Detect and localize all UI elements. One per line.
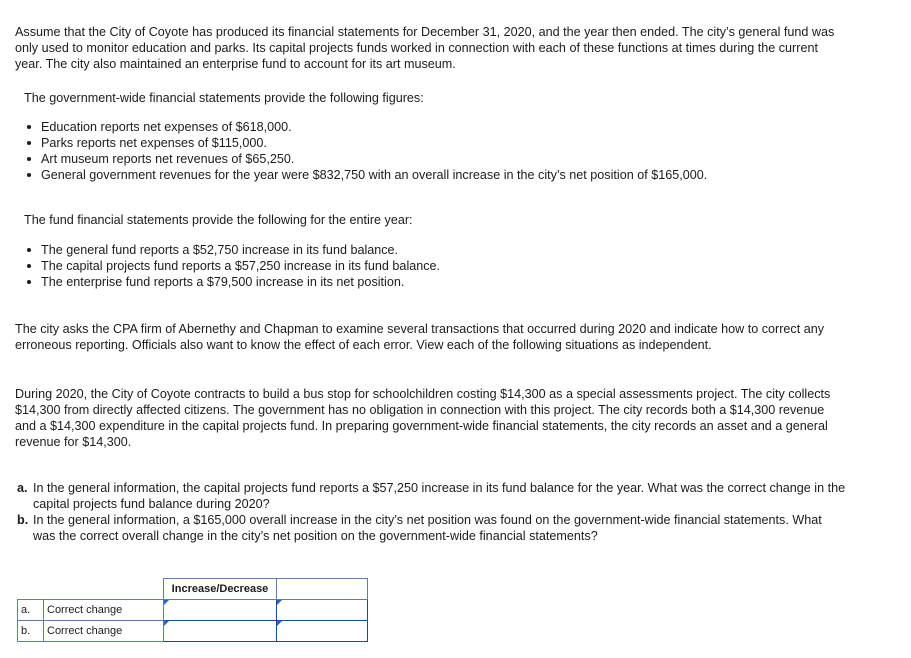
scenario-paragraph: During 2020, the City of Coyote contracts to build a bus stop for schoolchildren costing $14,300 as a special assessments project. The city collects $14,300 from directly affected citizens. The government has no obligation in connection with this project. The city records both a $14,300 revenue and a $14,300 expenditure in the capital projects fund. In preparing government-wide financial statements, the city records an asset and a general revenue for $14,300. <box>15 387 831 449</box>
answer-table-header-row <box>18 579 368 600</box>
gw-item-parks: Parks reports net expenses of $115,000. <box>24 135 707 151</box>
row-a-amount-cell <box>277 600 368 621</box>
row-a-increase-decrease-cell <box>164 600 277 621</box>
gw-item-general-revenues: General government revenues for the year were $832,750 with an overall increase in the city’s net position of $165,000. <box>24 167 707 183</box>
fund-item-general: The general fund reports a $52,750 increase in its fund balance. <box>24 242 440 258</box>
dropdown-flag-icon <box>164 621 169 626</box>
amount-header <box>277 579 368 600</box>
row-b-amount-input[interactable] <box>277 621 367 641</box>
row-b-amount-cell <box>277 621 368 642</box>
input-flag-icon <box>277 621 282 626</box>
row-b-label: b. <box>18 621 44 642</box>
question-a-text: In the general information, the capital projects fund reports a $57,250 increase in its fund balance for the year. What was the correct change in the capital projects fund balance during 2020? <box>33 481 846 511</box>
question-b-label: b. <box>17 513 29 527</box>
fund-list <box>24 242 440 290</box>
row-b-increase-decrease-input[interactable] <box>164 621 276 641</box>
answer-table <box>17 578 368 642</box>
question-list <box>17 480 847 544</box>
increase-decrease-header: Increase/Decrease <box>164 579 277 600</box>
row-a-increase-decrease-input[interactable] <box>164 600 276 620</box>
question-a <box>17 480 847 512</box>
gw-list <box>24 119 707 183</box>
input-flag-icon <box>277 600 282 605</box>
question-a-label: a. <box>17 481 28 495</box>
gw-item-museum: Art museum reports net revenues of $65,250. <box>24 151 707 167</box>
header-blank <box>44 579 164 600</box>
fund-item-enterprise: The enterprise fund reports a $79,500 increase in its net position. <box>24 274 440 290</box>
header-blank <box>18 579 44 600</box>
answer-row-a <box>18 600 368 621</box>
row-a-amount-input[interactable] <box>277 600 367 620</box>
cpa-paragraph: The city asks the CPA firm of Abernethy and Chapman to examine several transactions that occurred during 2020 and indicate how to correct any erroneous reporting. Officials also want to know the effect of each error. View each of the following situations as independent. <box>15 322 824 352</box>
intro-paragraph: Assume that the City of Coyote has produced its financial statements for December 31, 2020, and the year then ended. The city’s general fund was only used to monitor education and parks. Its capital projects funds worked in connection with each of these functions at times during the current year. The city also maintained an enterprise fund to account for its art museum. <box>15 25 835 71</box>
row-b-increase-decrease-cell <box>164 621 277 642</box>
row-a-label: a. <box>18 600 44 621</box>
question-b <box>17 512 847 544</box>
row-b-text: Correct change <box>44 621 164 642</box>
dropdown-flag-icon <box>164 600 169 605</box>
gw-heading: The government-wide financial statements provide the following figures: <box>24 91 424 105</box>
fund-heading: The fund financial statements provide the following for the entire year: <box>24 213 413 227</box>
row-a-text: Correct change <box>44 600 164 621</box>
fund-item-capital-projects: The capital projects fund reports a $57,250 increase in its fund balance. <box>24 258 440 274</box>
question-b-text: In the general information, a $165,000 overall increase in the city’s net position was found on the government-wide financial statements. What was the correct overall change in the city’s net position on the government-wide financial statements? <box>33 513 822 543</box>
answer-row-b <box>18 621 368 642</box>
gw-item-education: Education reports net expenses of $618,000. <box>24 119 707 135</box>
